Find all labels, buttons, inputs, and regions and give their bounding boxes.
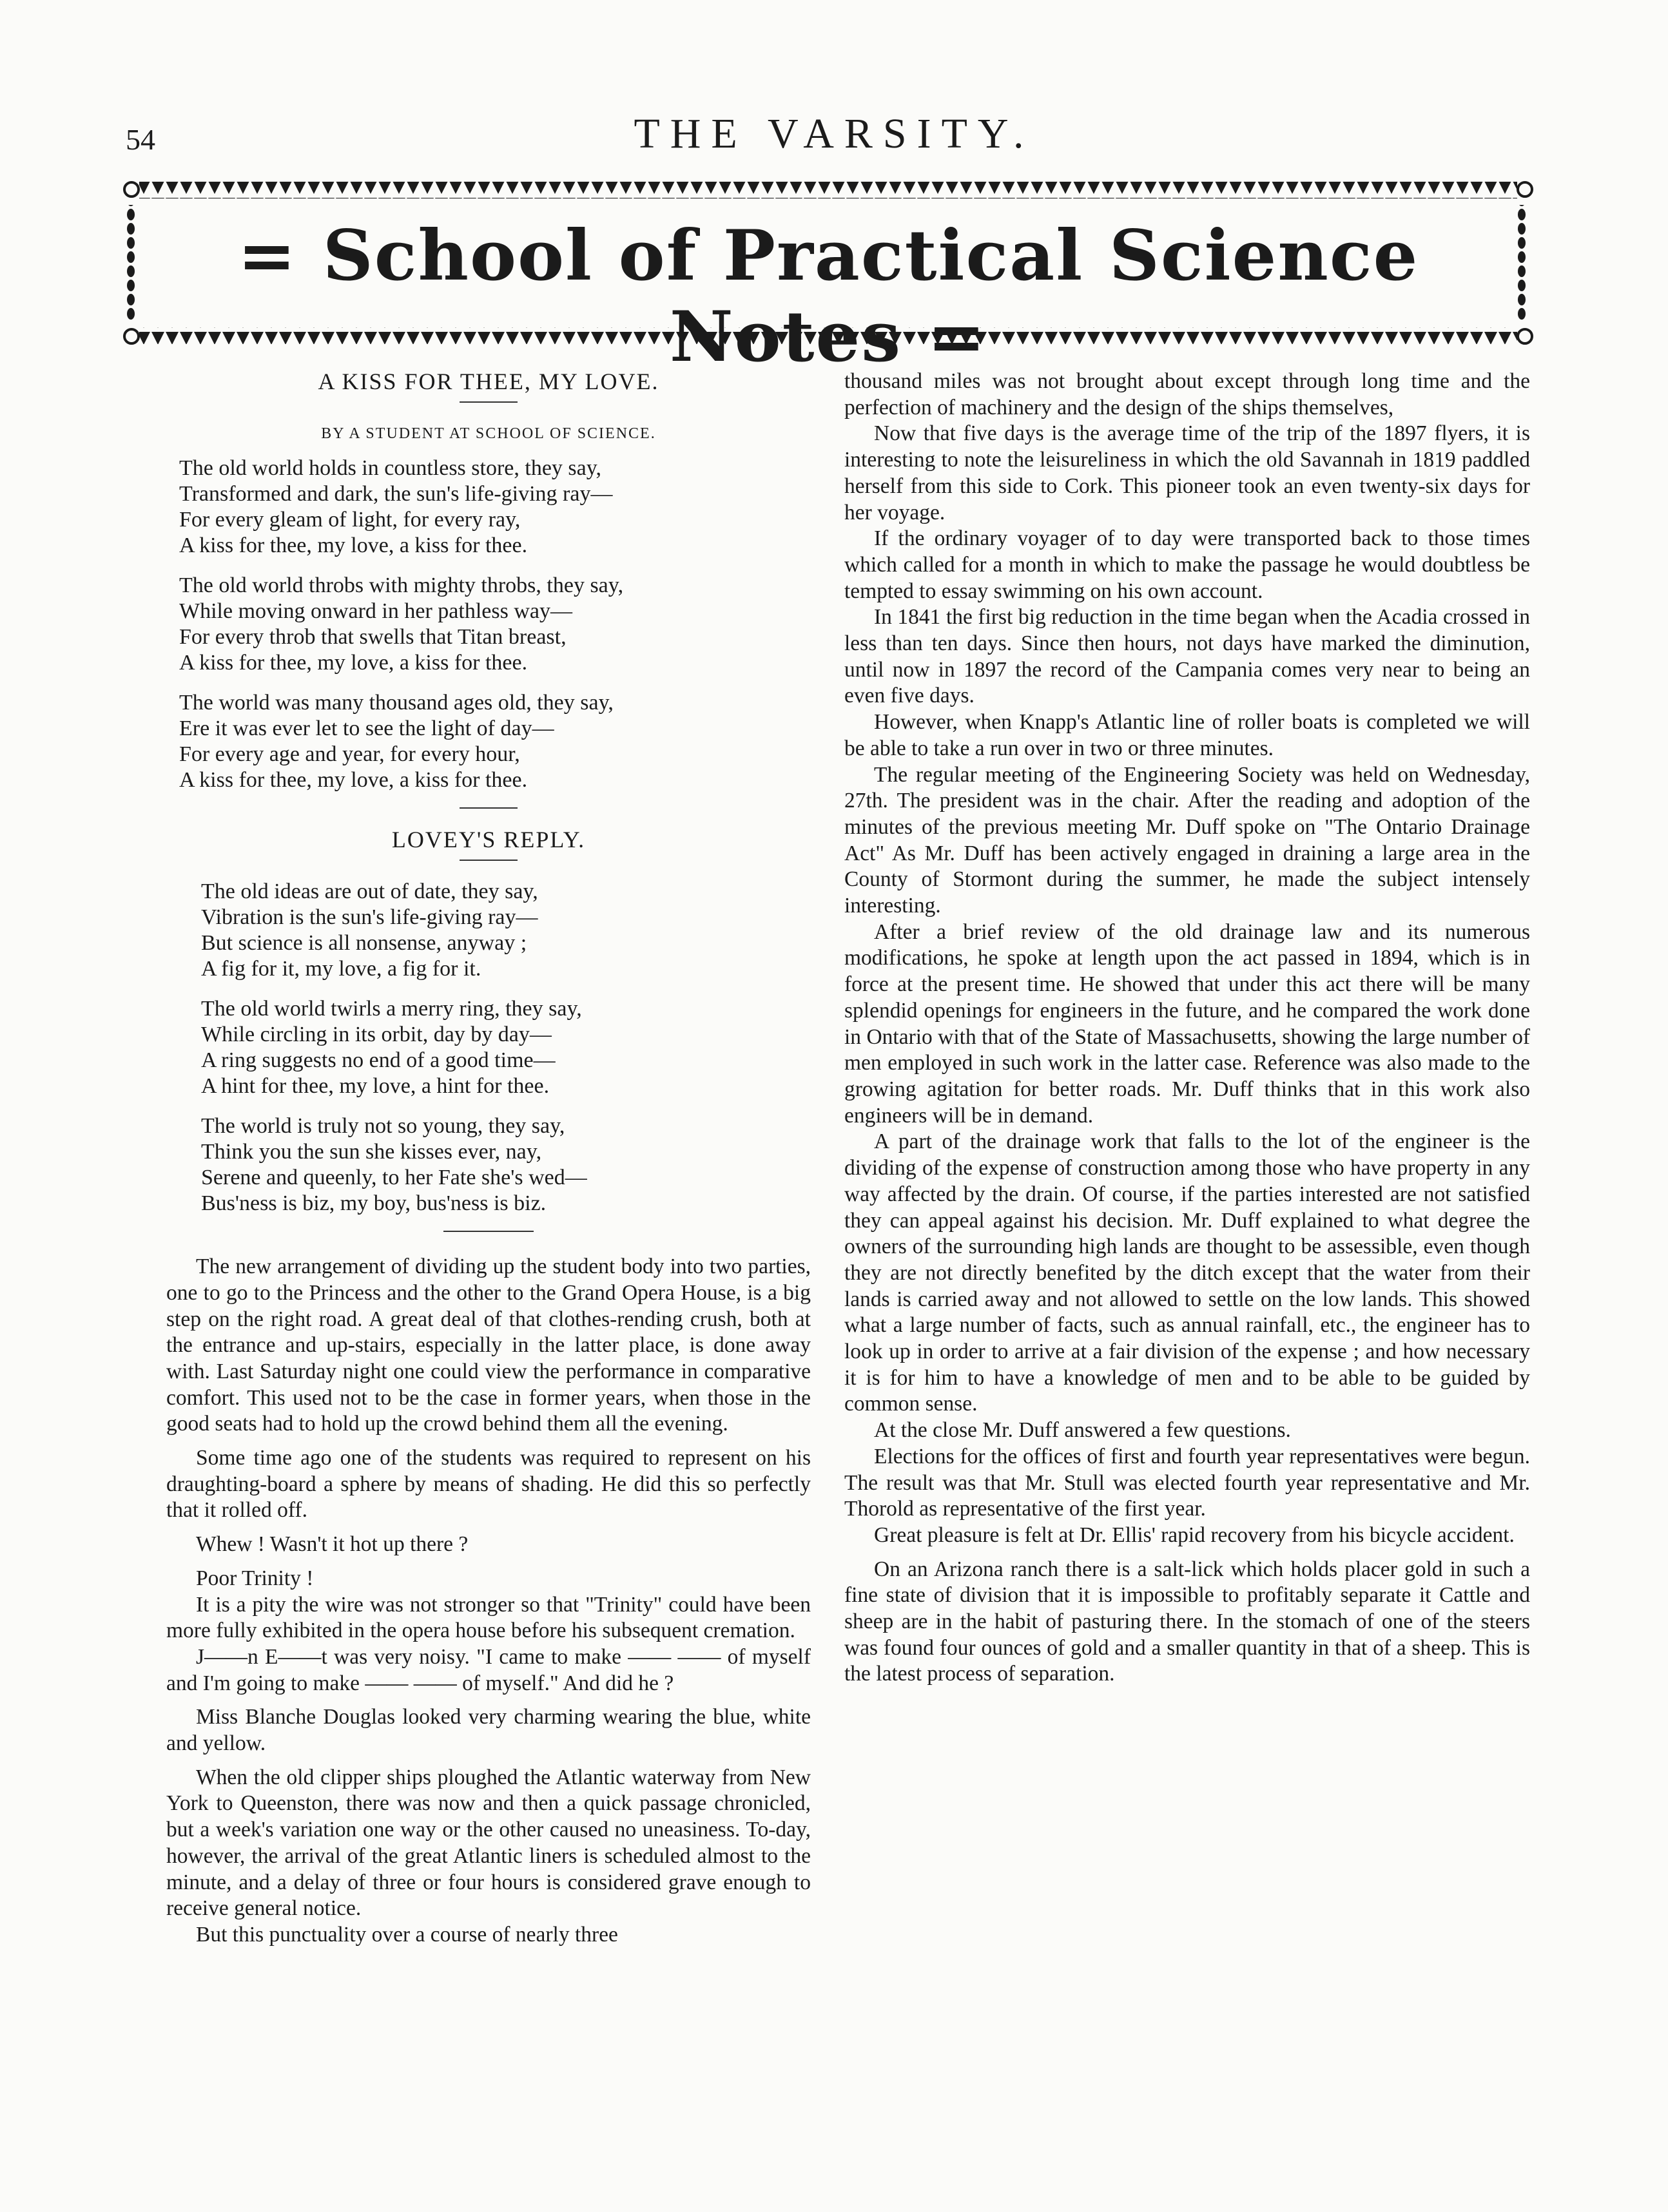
- poem-title: A KISS FOR THEE, MY LOVE.: [318, 369, 659, 394]
- poem-line: A hint for thee, my love, a hint for thee.: [201, 1074, 550, 1099]
- paragraph: If the ordinary voyager of to day were transported back to those times which called for a month in which to make the passage he would doubtless be tempted to essay swimming on his own account.: [844, 526, 1530, 603]
- poem-line: The old ideas are out of date, they say,: [201, 880, 538, 904]
- paragraph: However, when Knapp's Atlantic line of roller boats is completed we will be able to take a run over in two or three minutes.: [844, 710, 1530, 760]
- divider: [443, 1231, 534, 1232]
- poem-line: But science is all nonsense, anyway ;: [201, 931, 527, 956]
- paragraph: Poor Trinity !: [196, 1566, 314, 1590]
- paragraph: After a brief review of the old drainage law and its numerous modifications, he spoke at length upon the act passed in 1894, which is in force at the present time. He showed that under this act there will be many splendid openings for engineers in the future, and he compared the work done in Ontario with that of the State of Massachusetts, showing the large number of men employed in such work in the latter case. Reference was also made to the growing agitation for better roads. Mr. Duff thinks that in this work also engineers will be in demand.: [844, 919, 1530, 1128]
- paragraph: J——n E——t was very noisy. "I came to make —— —— of myself and I'm going to make —— —— of myself." And did he ?: [166, 1644, 811, 1695]
- poem-line: A fig for it, my love, a fig for it.: [201, 957, 481, 981]
- poem-line: For every age and year, for every hour,: [179, 742, 520, 767]
- right-column: [844, 369, 1530, 1688]
- paragraph: Elections for the offices of first and fourth year representatives were begun. The result was that Mr. Stull was elected fourth year representative and Mr. Thorold as representative of the first year.: [844, 1444, 1530, 1521]
- poem-line: Transformed and dark, the sun's life-giving ray—: [179, 482, 613, 506]
- paragraph: It is a pity the wire was not stronger so that "Trinity" could have been more fully exhibited in the opera house before his subsequent cremation.: [166, 1592, 811, 1643]
- poem-stanza: [201, 996, 811, 1099]
- paragraph: At the close Mr. Duff answered a few questions.: [874, 1418, 1291, 1443]
- poem-line: A kiss for thee, my love, a kiss for thee.: [179, 534, 528, 558]
- paragraph: Miss Blanche Douglas looked very charming wearing the blue, white and yellow.: [166, 1705, 811, 1756]
- section-banner: [122, 179, 1534, 378]
- divider: [460, 401, 518, 403]
- poem-line: The world is truly not so young, they say,: [201, 1114, 565, 1139]
- left-column: [166, 369, 811, 1948]
- paragraph: A part of the drainage work that falls to the lot of the engineer is the dividing of the expense of construction among those who have property in any way affected by the drain. Of course, if the parties interested are not satisfied they can appeal against his decision. Mr. Duff explained to what degree the owners of the surrounding high lands are thought to be assessible, even though they are not directly benefited by the ditch except that the water from their lands is carried away and not allowed to settle on the low lands. This showed what a large number of facts, such as annual rainfall, etc., the engineer has to look up in order to arrive at a fair division of the expense ; and how necessary it is for him to have a knowledge of men and to be able to be guided by common sense.: [844, 1130, 1530, 1416]
- paragraph: Whew ! Wasn't it hot up there ?: [196, 1532, 469, 1557]
- poem-byline: BY A STUDENT AT SCHOOL OF SCIENCE.: [321, 425, 656, 442]
- poem-line: The world was many thousand ages old, they say,: [179, 691, 614, 715]
- paragraph: Now that five days is the average time of the trip of the 1897 flyers, it is interesting to note the leisureliness in which the old Savannah in 1819 paddled herself from this side to Cork. This pioneer took an even twenty-six days for her voyage.: [844, 421, 1530, 524]
- paragraph: Great pleasure is felt at Dr. Ellis' rapid recovery from his bicycle accident.: [874, 1523, 1515, 1547]
- running-title: THE VARSITY.: [634, 110, 1034, 157]
- poem-line: Serene and queenly, to her Fate she's wed—: [201, 1166, 587, 1190]
- page-number: 54: [126, 123, 155, 156]
- poem-line: While circling in its orbit, day by day—: [201, 1023, 552, 1047]
- paragraph: The new arrangement of dividing up the student body into two parties, one to go to the Princess and the other to the Grand Opera House, is a big step on the right road. A great deal of that clothes-rending crush, both at the entrance and up-stairs, especially in the latter place, is done away with. Last Saturday night one could view the performance in comparative comfort. This used not to be the case in former years, when those in the good seats had to hold up the crowd behind them all the evening.: [166, 1255, 811, 1436]
- divider: [460, 807, 518, 809]
- poem-line: For every gleam of light, for every ray,: [179, 508, 521, 532]
- poem-stanza: [201, 879, 811, 982]
- paragraph: But this punctuality over a course of nearly three: [196, 1922, 618, 1947]
- poem-line: A kiss for thee, my love, a kiss for thee.: [179, 651, 528, 675]
- paragraph: On an Arizona ranch there is a salt-lick which holds placer gold in such a fine state of division that it is impossible to profitably separate it Cattle and sheep are in the habit of pasturing there. In the stomach of one of the steers was found four ounces of gold and a smaller quantity in that of a sheep. This is the latest process of separation.: [844, 1557, 1530, 1686]
- banner-title: = School of Practical Science Notes =: [237, 215, 1419, 378]
- paragraph: Some time ago one of the students was required to represent on his draughting-board a sphere by means of shading. He did this so perfectly that it rolled off.: [166, 1446, 811, 1523]
- poem-stanza: [179, 573, 811, 676]
- paragraph: In 1841 the first big reduction in the time began when the Acadia crossed in less than ten days. Since then hours, not days have marked the diminution, until now in 1897 the record of the Campania comes very near to being an even five days.: [844, 605, 1530, 708]
- poem-line: Think you the sun she kisses ever, nay,: [201, 1140, 542, 1164]
- paragraph: The regular meeting of the Engineering Society was held on Wednesday, 27th. The president was in the chair. After the reading and adoption of the minutes of the previous meeting Mr. Duff spoke on "The Ontario Drainage Act" As Mr. Duff has been actively engaged in draining a large area in the County of Stormont during the summer, he made the subject intensely interesting.: [844, 762, 1530, 918]
- poem-line: The old world holds in countless store, they say,: [179, 456, 602, 481]
- poem-stanza: [201, 1113, 811, 1217]
- poem-line: Ere it was ever let to see the light of day—: [179, 716, 554, 741]
- poem-line: For every throb that swells that Titan breast,: [179, 625, 567, 649]
- poem-line: The old world twirls a merry ring, they say,: [201, 997, 582, 1021]
- poem-line: While moving onward in her pathless way—: [179, 599, 572, 624]
- paragraph: thousand miles was not brought about except through long time and the perfection of machinery and the design of the ships themselves,: [844, 369, 1530, 419]
- poem-line: Vibration is the sun's life-giving ray—: [201, 905, 538, 930]
- poem-line: Bus'ness is biz, my boy, bus'ness is biz.: [201, 1191, 547, 1216]
- poem-title: LOVEY'S REPLY.: [391, 827, 586, 853]
- poem-line: A ring suggests no end of a good time—: [201, 1048, 556, 1073]
- poem-stanza: [179, 456, 811, 559]
- poem-stanza: [179, 690, 811, 793]
- divider: [460, 860, 518, 861]
- poem-line: The old world throbs with mighty throbs, they say,: [179, 573, 624, 598]
- poem-line: A kiss for thee, my love, a kiss for thee.: [179, 768, 528, 793]
- paragraph: When the old clipper ships ploughed the Atlantic waterway from New York to Queenston, there was now and then a quick passage chronicled, but a week's variation one way or the other caused no uneasiness. To-day, however, the arrival of the great Atlantic liners is scheduled almost to the minute, and a delay of three or four hours is considered grave enough to receive general notice.: [166, 1765, 811, 1921]
